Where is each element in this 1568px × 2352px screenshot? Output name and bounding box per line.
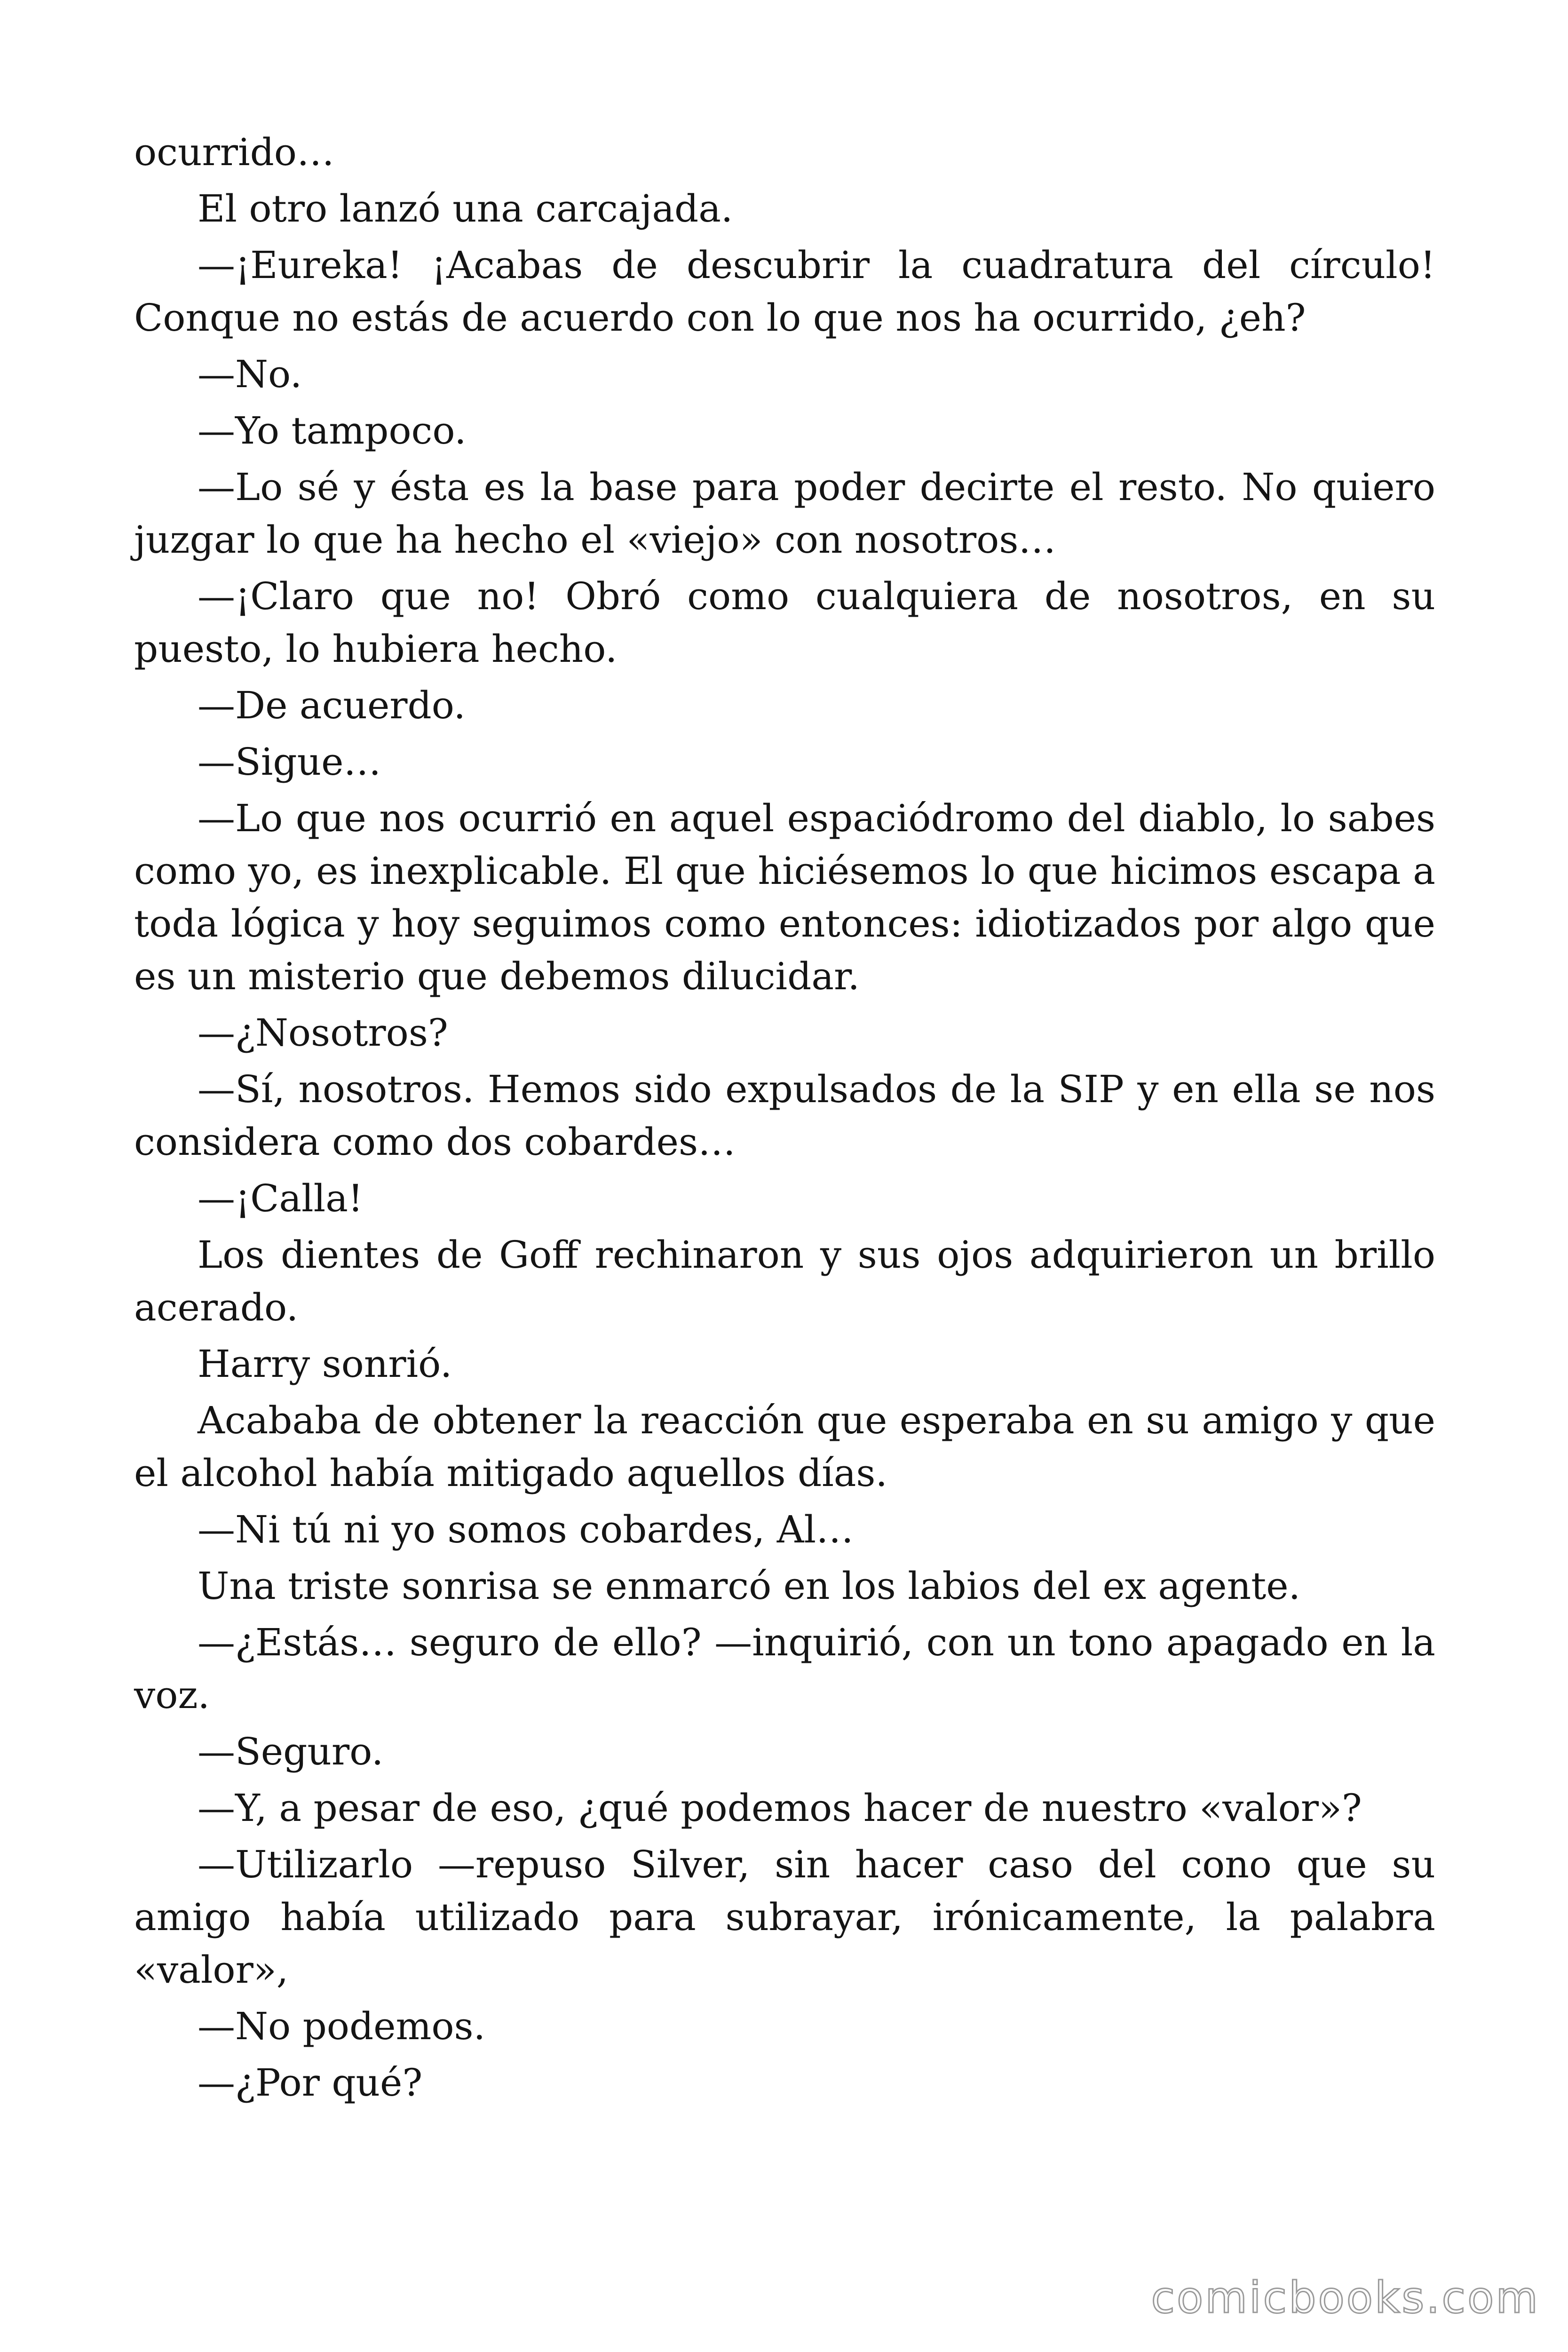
paragraph: —¡Calla! (198, 1176, 364, 1220)
watermark: comicbooks.com (1151, 2273, 1540, 2323)
paragraph: —Lo que nos ocurrió en aquel espaciódromo del diablo, lo sabes como yo, es inexplicable. El que hiciésemos lo que hicimos escapa a toda lógica y hoy seguimos como entonces: idiotizados por algo que es un misterio que debemos dilucidar. (134, 796, 1435, 998)
paragraph: ocurrido… (134, 130, 334, 174)
paragraph: —Y, a pesar de eso, ¿qué podemos hacer de nuestro «valor»? (198, 1786, 1362, 1830)
paragraph: —¡Eureka! ¡Acabas de descubrir la cuadratura del círculo! Conque no estás de acuerdo con lo que nos ha ocurrido, ¿eh? (134, 243, 1435, 340)
paragraph: —Seguro. (198, 1730, 384, 1773)
paragraph: —Sigue… (198, 740, 381, 784)
paragraph: —Sí, nosotros. Hemos sido expulsados de la SIP y en ella se nos considera como dos cobardes… (134, 1067, 1435, 1164)
paragraph: Acababa de obtener la reacción que esperaba en su amigo y que el alcohol había mitigado aquellos días. (134, 1398, 1435, 1495)
paragraph: El otro lanzó una carcajada. (198, 187, 733, 230)
paragraph: —No. (198, 352, 302, 396)
paragraph: Los dientes de Goff rechinaron y sus ojos adquirieron un brillo acerado. (134, 1233, 1435, 1329)
paragraph: —Yo tampoco. (198, 409, 467, 453)
paragraph: —No podemos. (198, 2004, 486, 2048)
paragraph: —De acuerdo. (198, 683, 466, 727)
paragraph: Harry sonrió. (198, 1342, 452, 1386)
paragraph: —¿Estás… seguro de ello? —inquirió, con un tono apagado en la voz. (134, 1621, 1435, 1717)
paragraph: —Ni tú ni yo somos cobardes, Al… (198, 1508, 854, 1551)
page-text (134, 126, 1435, 2113)
paragraph: —Lo sé y ésta es la base para poder decirte el resto. No quiero juzgar lo que ha hecho el «viejo» con nosotros… (134, 465, 1435, 562)
paragraph: —¡Claro que no! Obró como cualquiera de nosotros, en su puesto, lo hubiera hecho. (134, 574, 1435, 671)
paragraph: Una triste sonrisa se enmarcó en los labios del ex agente. (198, 1564, 1301, 1608)
paragraph: —¿Nosotros? (198, 1011, 448, 1055)
paragraph: —Utilizarlo —repuso Silver, sin hacer caso del cono que su amigo había utilizado para subrayar, irónicamente, la palabra «valor», (134, 1843, 1435, 1992)
paragraph: —¿Por qué? (198, 2061, 423, 2105)
